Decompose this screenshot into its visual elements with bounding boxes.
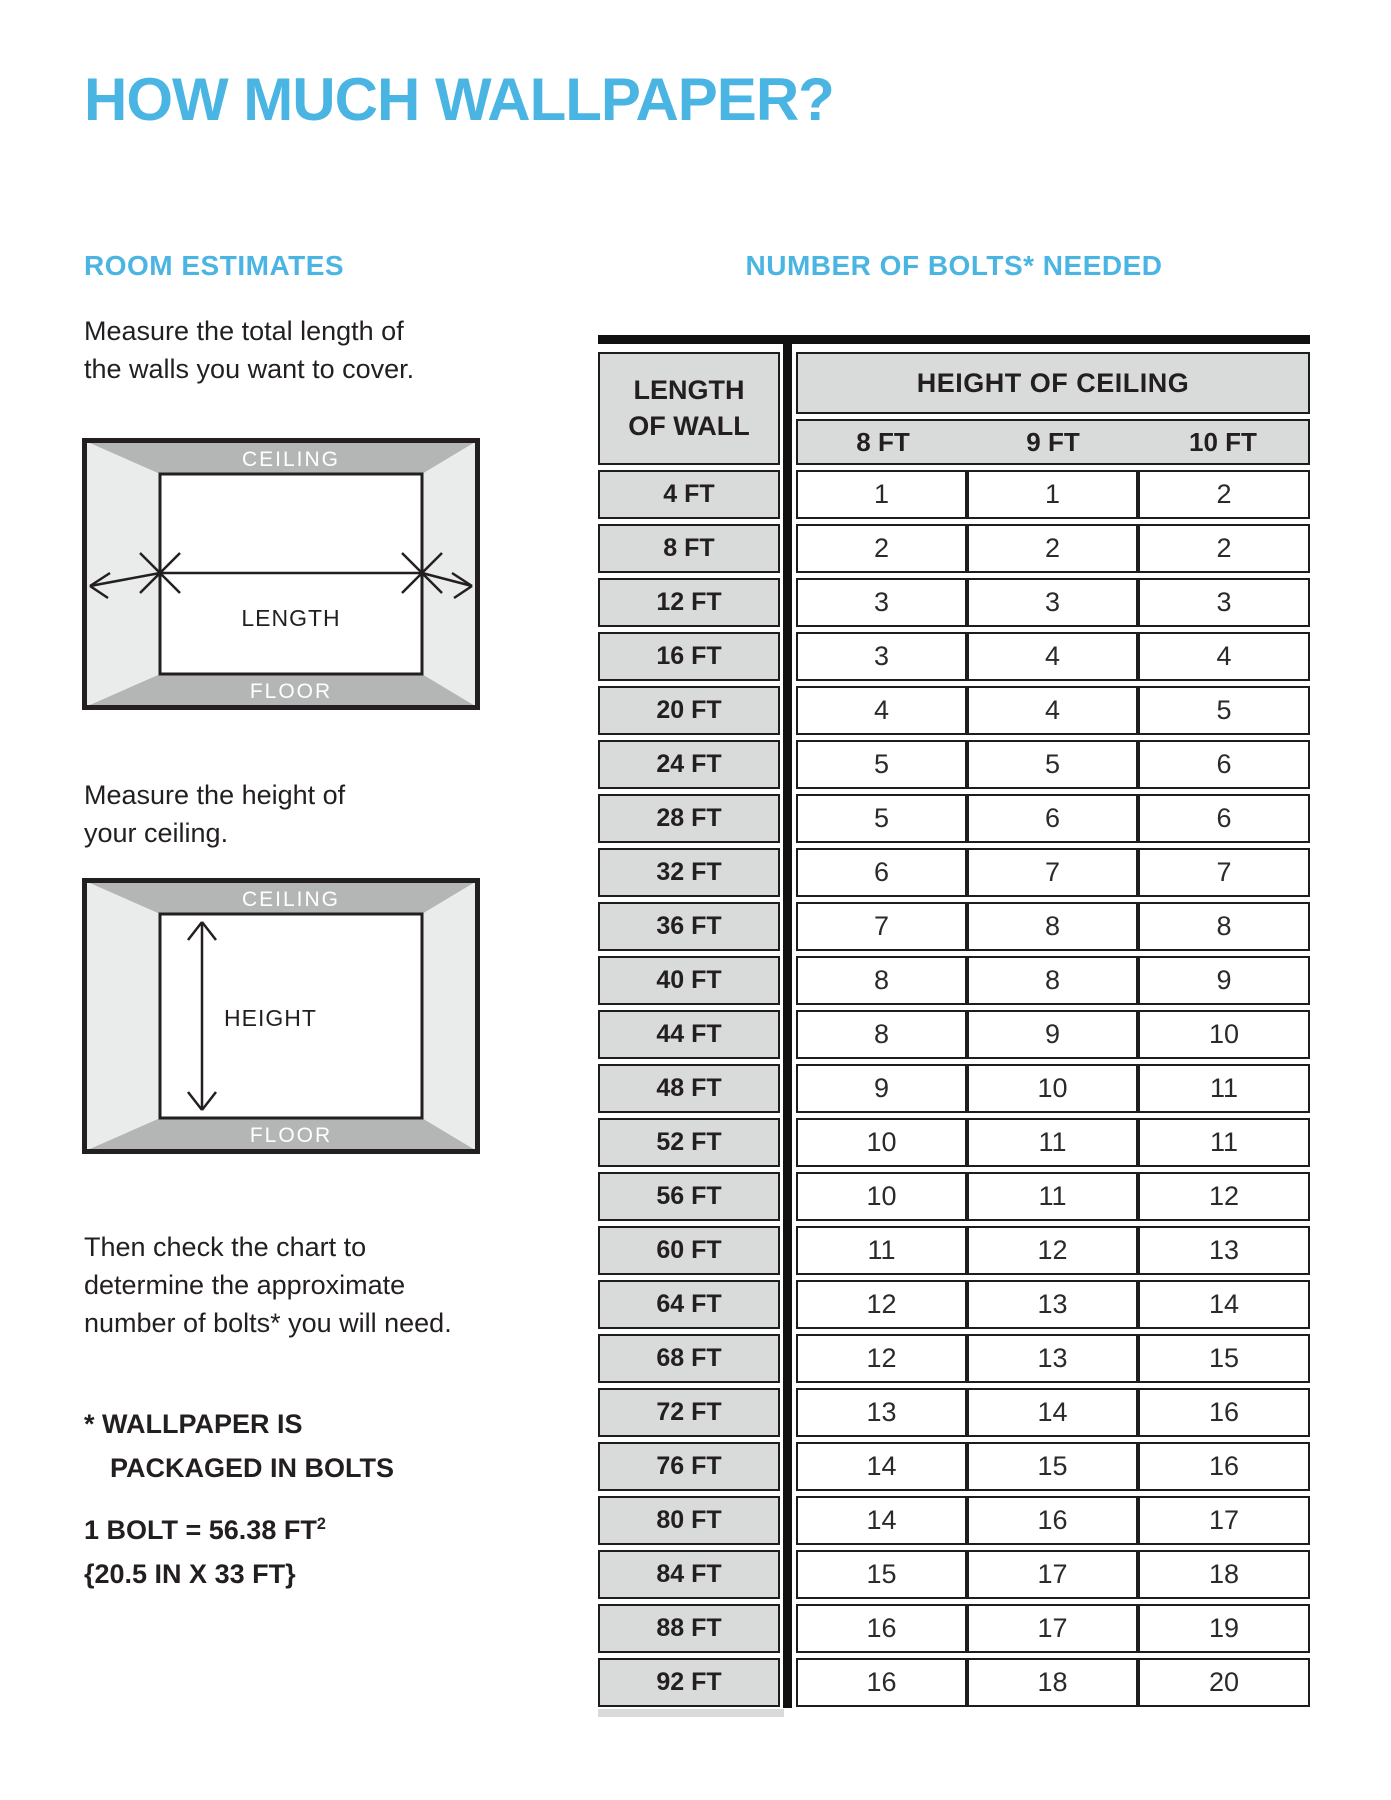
bolt-count-cell: 1 [796, 470, 967, 519]
bolt-count-cell: 12 [967, 1226, 1138, 1275]
ceiling-heights-subheader [796, 419, 1310, 465]
floor-label: FLOOR [249, 680, 333, 703]
wall-length-cell: 8 FT [598, 524, 780, 573]
table-row [598, 956, 1310, 1005]
instruction-line: determine the approximate [84, 1270, 406, 1300]
floor-label: FLOOR [249, 1124, 333, 1147]
bolt-count-cell: 12 [796, 1334, 967, 1383]
bolt-count-cell: 14 [796, 1442, 967, 1491]
wall-length-cell: 56 FT [598, 1172, 780, 1221]
bolt-count-cell: 11 [796, 1226, 967, 1275]
col-header-9ft: 9 FT [1026, 426, 1080, 457]
bolt-count-cell: 11 [967, 1118, 1138, 1167]
wall-length-cell: 60 FT [598, 1226, 780, 1275]
instruction-line: your ceiling. [84, 818, 229, 848]
left-wall [85, 881, 160, 1151]
table-row [598, 1226, 1310, 1275]
bolt-count-cell: 16 [1138, 1442, 1310, 1491]
header-line: LENGTH [633, 375, 745, 406]
wall-length-cell: 84 FT [598, 1550, 780, 1599]
bolts-data-table [598, 347, 1310, 1712]
table-row [598, 470, 1310, 519]
bolt-count-cell: 16 [796, 1604, 967, 1653]
bolt-count-cell: 5 [1138, 686, 1310, 735]
bolt-count-cell: 17 [967, 1604, 1138, 1653]
table-row [598, 524, 1310, 573]
bolt-count-cell: 7 [1138, 848, 1310, 897]
bolt-count-cell: 15 [1138, 1334, 1310, 1383]
wall-length-cell: 24 FT [598, 740, 780, 789]
bolt-count-cell: 8 [967, 902, 1138, 951]
bolt-size-line: 1 BOLT = 56.38 $FT^2$ [84, 1515, 326, 1545]
bolt-count-cell: 7 [967, 848, 1138, 897]
wall-length-cell: 4 FT [598, 470, 780, 519]
bolt-count-cell: 16 [967, 1496, 1138, 1545]
instruction-line: Measure the height of [84, 780, 346, 810]
wall-length-cell: 68 FT [598, 1334, 780, 1383]
bolt-count-cell: 20 [1138, 1658, 1310, 1707]
bolt-count-cell: 6 [1138, 740, 1310, 789]
bolt-count-cell: 13 [796, 1388, 967, 1437]
wall-length-cell: 36 FT [598, 902, 780, 951]
bolt-count-cell: 11 [967, 1172, 1138, 1221]
room-length-diagram [82, 438, 480, 710]
instruction-line: Then check the chart to [84, 1232, 367, 1262]
bolt-count-cell: 3 [967, 578, 1138, 627]
bolt-count-cell: 16 [796, 1658, 967, 1707]
bolt-count-cell: 13 [967, 1334, 1138, 1383]
bolt-count-cell: 18 [1138, 1550, 1310, 1599]
table-row [598, 848, 1310, 897]
bolt-count-cell: 15 [796, 1550, 967, 1599]
bolt-count-cell: 6 [796, 848, 967, 897]
bolt-dimensions-line: {20.5 IN X 33 FT} [84, 1559, 296, 1589]
wall-length-cell: 44 FT [598, 1010, 780, 1059]
bolt-count-cell: 9 [967, 1010, 1138, 1059]
bolt-equation [84, 1502, 326, 1596]
wall-length-cell: 72 FT [598, 1388, 780, 1437]
height-label: HEIGHT [224, 1005, 317, 1031]
wall-length-cell: 92 FT [598, 1658, 780, 1707]
bolt-count-cell: 9 [1138, 956, 1310, 1005]
room-height-diagram [82, 878, 480, 1154]
bolt-count-cell: 8 [1138, 902, 1310, 951]
bolt-count-cell: 4 [967, 632, 1138, 681]
table-row [598, 1388, 1310, 1437]
instruction-line: the walls you want to cover. [84, 354, 415, 384]
wall-length-cell: 12 FT [598, 578, 780, 627]
bolt-count-cell: 4 [967, 686, 1138, 735]
bolt-count-cell: 10 [796, 1172, 967, 1221]
room-estimates-heading: ROOM ESTIMATES [84, 250, 345, 281]
instruction-line: number of bolts* you will need. [84, 1308, 452, 1338]
bolt-count-cell: 4 [796, 686, 967, 735]
wall-length-cell: 32 FT [598, 848, 780, 897]
bolt-count-cell: 5 [796, 740, 967, 789]
table-row [598, 1442, 1310, 1491]
bolt-count-cell: 12 [1138, 1172, 1310, 1221]
bolt-count-cell: 2 [1138, 524, 1310, 573]
ceiling-label: CEILING [241, 888, 341, 911]
footnote-line: PACKAGED IN BOLTS [110, 1453, 395, 1483]
wall-length-cell: 40 FT [598, 956, 780, 1005]
wall-length-cell: 28 FT [598, 794, 780, 843]
table-row [598, 1496, 1310, 1545]
bolts-table [598, 335, 1310, 1712]
measure-length-instruction [84, 312, 414, 388]
wall-length-cell: 52 FT [598, 1118, 780, 1167]
bolt-count-cell: 5 [796, 794, 967, 843]
bolt-count-cell: 2 [1138, 470, 1310, 519]
bolt-count-cell: 13 [967, 1280, 1138, 1329]
bolt-count-cell: 2 [796, 524, 967, 573]
bolt-count-cell: 11 [1138, 1064, 1310, 1113]
bolt-count-cell: 4 [1138, 632, 1310, 681]
wall-length-cell: 80 FT [598, 1496, 780, 1545]
table-row [598, 1604, 1310, 1653]
bolt-count-cell: 5 [967, 740, 1138, 789]
bolt-count-cell: 17 [1138, 1496, 1310, 1545]
length-label: LENGTH [241, 605, 341, 631]
wall-length-cell: 16 FT [598, 632, 780, 681]
measure-height-instruction [84, 776, 345, 852]
table-row [598, 1010, 1310, 1059]
bolt-count-cell: 6 [1138, 794, 1310, 843]
bolts-needed-heading: NUMBER OF BOLTS* NEEDED [745, 250, 1163, 281]
footnote-line: * WALLPAPER IS [84, 1409, 303, 1439]
table-row [598, 1334, 1310, 1383]
table-row [598, 1280, 1310, 1329]
bolt-count-cell: 10 [796, 1118, 967, 1167]
bolt-count-cell: 6 [967, 794, 1138, 843]
page-title: HOW MUCH WALLPAPER? [84, 66, 834, 133]
table-row [598, 794, 1310, 843]
bolt-count-cell: 10 [967, 1064, 1138, 1113]
bolt-count-cell: 19 [1138, 1604, 1310, 1653]
bolt-count-cell: 7 [796, 902, 967, 951]
bolt-count-cell: 8 [967, 956, 1138, 1005]
bolt-count-cell: 15 [967, 1442, 1138, 1491]
table-row [598, 632, 1310, 681]
length-of-wall-header [598, 352, 780, 465]
bolt-count-cell: 14 [967, 1388, 1138, 1437]
right-wall [422, 881, 477, 1151]
wallpaper-footnote [84, 1402, 394, 1490]
bolt-count-cell: 8 [796, 956, 967, 1005]
bolt-count-cell: 17 [967, 1550, 1138, 1599]
ceiling-label: CEILING [241, 448, 341, 471]
bolt-count-cell: 14 [796, 1496, 967, 1545]
wall-length-cell: 76 FT [598, 1442, 780, 1491]
table-row [598, 740, 1310, 789]
bolt-count-cell: 18 [967, 1658, 1138, 1707]
bolt-count-cell: 1 [967, 470, 1138, 519]
height-of-ceiling-header: HEIGHT OF CEILING [796, 352, 1310, 414]
bolt-count-cell: 3 [796, 632, 967, 681]
table-row [598, 686, 1310, 735]
col-header-10ft: 10 FT [1189, 426, 1257, 457]
bolt-count-cell: 14 [1138, 1280, 1310, 1329]
wall-length-cell: 88 FT [598, 1604, 780, 1653]
table-row [598, 1550, 1310, 1599]
wall-length-cell: 20 FT [598, 686, 780, 735]
bolt-count-cell: 13 [1138, 1226, 1310, 1275]
bolt-count-cell: 16 [1138, 1388, 1310, 1437]
table-row [598, 1658, 1310, 1707]
superscript-2: 2 [316, 1515, 326, 1533]
wall-length-cell: 48 FT [598, 1064, 780, 1113]
check-chart-instruction [84, 1228, 452, 1342]
header-line: OF WALL [628, 410, 750, 441]
table-row [598, 1064, 1310, 1113]
bolt-count-cell: 10 [1138, 1010, 1310, 1059]
table-row [598, 1118, 1310, 1167]
table-vertical-divider [783, 335, 792, 1708]
wall-length-cell: 64 FT [598, 1280, 780, 1329]
bolt-count-cell: 12 [796, 1280, 967, 1329]
bolt-count-cell: 8 [796, 1010, 967, 1059]
table-row [598, 578, 1310, 627]
bolt-count-cell: 3 [1138, 578, 1310, 627]
col-header-8ft: 8 FT [856, 426, 910, 457]
table-column-shadow [598, 1709, 784, 1717]
bolt-count-cell: 9 [796, 1064, 967, 1113]
bolt-count-cell: 3 [796, 578, 967, 627]
bolt-count-cell: 11 [1138, 1118, 1310, 1167]
table-row [598, 1172, 1310, 1221]
bolt-count-cell: 2 [967, 524, 1138, 573]
table-top-bar [598, 335, 1310, 344]
instruction-line: Measure the total length of [84, 316, 404, 346]
table-row [598, 902, 1310, 951]
